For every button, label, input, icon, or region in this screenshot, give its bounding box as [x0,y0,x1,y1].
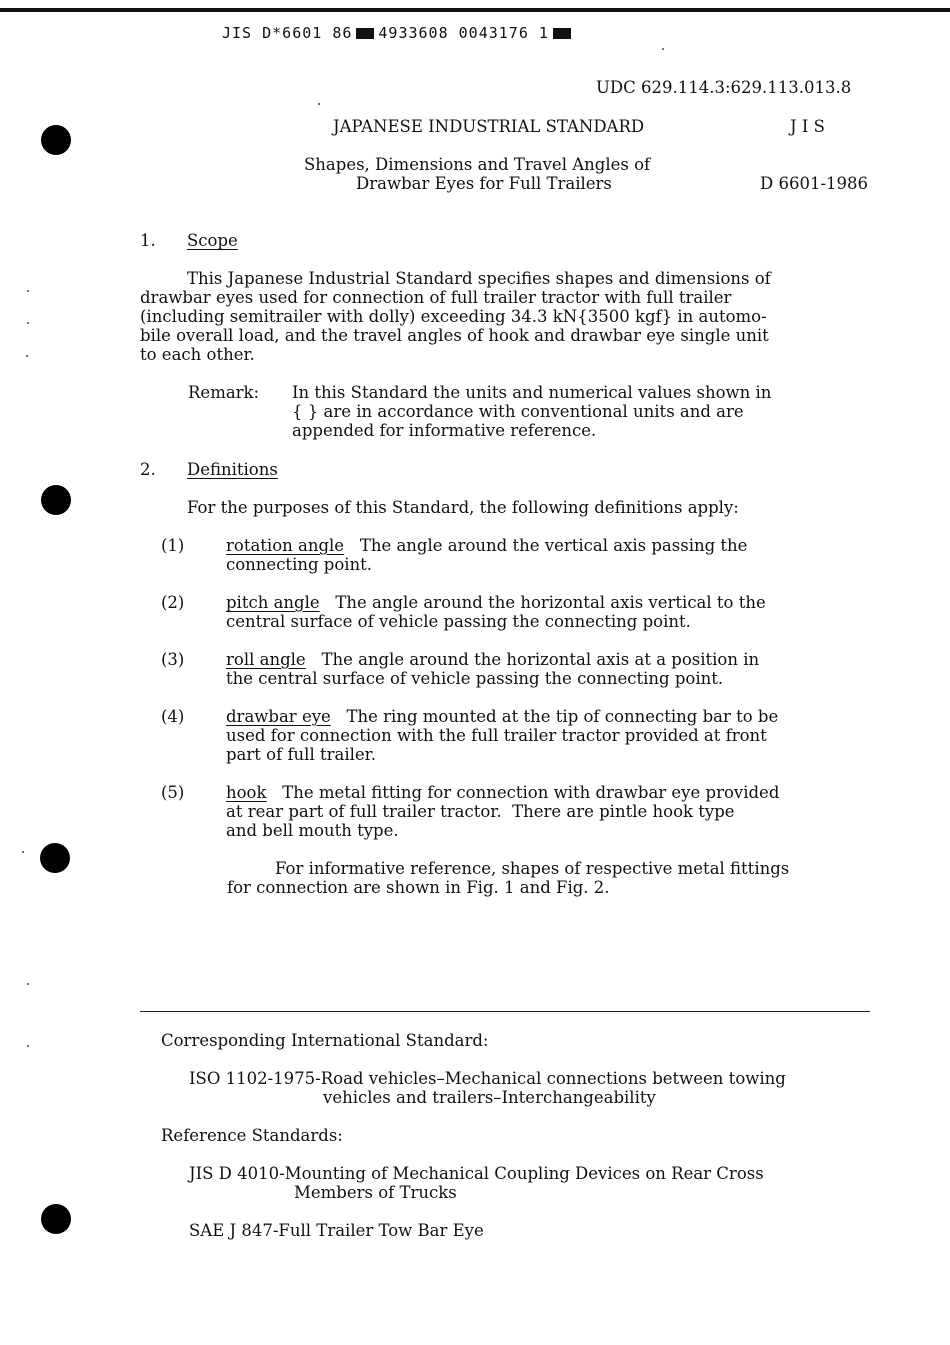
definition-text: The angle around the horizontal axis vertical to the [319,593,766,612]
standard-org-title: JAPANESE INDUSTRIAL STANDARD [333,117,645,136]
scan-speck [26,355,28,357]
scan-speck [27,322,29,324]
definition-continuation: at rear part of full trailer tractor. There are pintle hook type and bell mouth type. [226,802,735,840]
definition-number: (2) [161,593,185,612]
definition-number: (3) [161,650,185,669]
definition-term: rotation angle [226,536,345,555]
definition-first-line [226,650,759,669]
punch-hole-1 [41,125,71,155]
scan-header-code [222,24,575,42]
reference-2: SAE J 847-Full Trailer Tow Bar Eye [189,1221,484,1240]
scan-speck [27,983,29,985]
punch-hole-4 [41,1204,71,1234]
top-border-rule [0,8,950,12]
definition-first-line [226,536,747,555]
scan-code-right: 4933608 0043176 1 [378,24,549,42]
scope-body: This Japanese Industrial Standard specifies shapes and dimensions of drawbar eyes used for connection of full trailer tractor with full trailer (including semitrailer with dolly) exceeding 34.3 kN{3500 kgf} in automo- bile overall load, and the travel angles of hook and drawbar eye single unit to each other. [140,269,771,364]
section-1-number: 1. [140,231,156,250]
definition-continuation: connecting point. [226,555,373,574]
doc-title-line2: Drawbar Eyes for Full Trailers [356,174,612,193]
intl-standard-line2: vehicles and trailers–Interchangeability [323,1088,656,1107]
scan-speck [318,103,320,105]
definition-first-line [226,593,766,612]
intl-standard-line1: ISO 1102-1975-Road vehicles–Mechanical connections between towing [189,1069,786,1088]
definition-term: hook [226,783,267,802]
definition-term: pitch angle [226,593,320,612]
doc-number: D 6601-1986 [760,174,869,193]
definition-first-line [226,783,779,802]
definition-number: (1) [161,536,185,555]
definition-continuation: central surface of vehicle passing the connecting point. [226,612,691,631]
scan-speck [27,1045,29,1047]
punch-hole-2 [41,485,71,515]
doc-title-line1: Shapes, Dimensions and Travel Angles of [304,155,651,174]
remark-label: Remark: [188,383,260,402]
black-bar-mark [553,28,571,39]
definition-text: The metal fitting for connection with drawbar eye provided [266,783,780,802]
informative-note: For informative reference, shapes of respective metal fittings for connection are shown in Fig. 1 and Fig. 2. [227,859,790,897]
definition-text: The ring mounted at the tip of connecting bar to be [330,707,779,726]
definition-first-line [226,707,778,726]
remark-text: In this Standard the units and numerical values shown in { } are in accordance with conventional units and are appended for informative reference. [292,383,772,440]
section-2-heading: Definitions [187,460,278,479]
scan-speck [27,290,29,292]
definition-number: (4) [161,707,185,726]
punch-hole-3 [40,843,70,873]
udc-number: UDC 629.114.3:629.113.013.8 [596,78,852,97]
definition-continuation: the central surface of vehicle passing the connecting point. [226,669,724,688]
reference-standards-label: Reference Standards: [161,1126,343,1145]
reference-1-line1: JIS D 4010-Mounting of Mechanical Coupling Devices on Rear Cross [189,1164,764,1183]
scan-code-left: JIS D*6601 86 [222,24,353,42]
definition-term: roll angle [226,650,306,669]
definition-continuation: used for connection with the full trailer tractor provided at front part of full trailer. [226,726,767,764]
definition-term: drawbar eye [226,707,331,726]
footer-divider [140,1011,870,1012]
reference-1-line2: Members of Trucks [294,1183,457,1202]
definition-text: The angle around the horizontal axis at a position in [305,650,760,669]
jis-mark: J I S [790,117,825,136]
section-1-heading: Scope [187,231,238,250]
scan-speck [662,48,664,50]
black-bar-mark [356,28,374,39]
intl-standard-label: Corresponding International Standard: [161,1031,489,1050]
definitions-intro: For the purposes of this Standard, the following definitions apply: [187,498,739,517]
section-2-number: 2. [140,460,156,479]
scan-speck [22,851,24,853]
definition-text: The angle around the vertical axis passing the [344,536,748,555]
definition-number: (5) [161,783,185,802]
